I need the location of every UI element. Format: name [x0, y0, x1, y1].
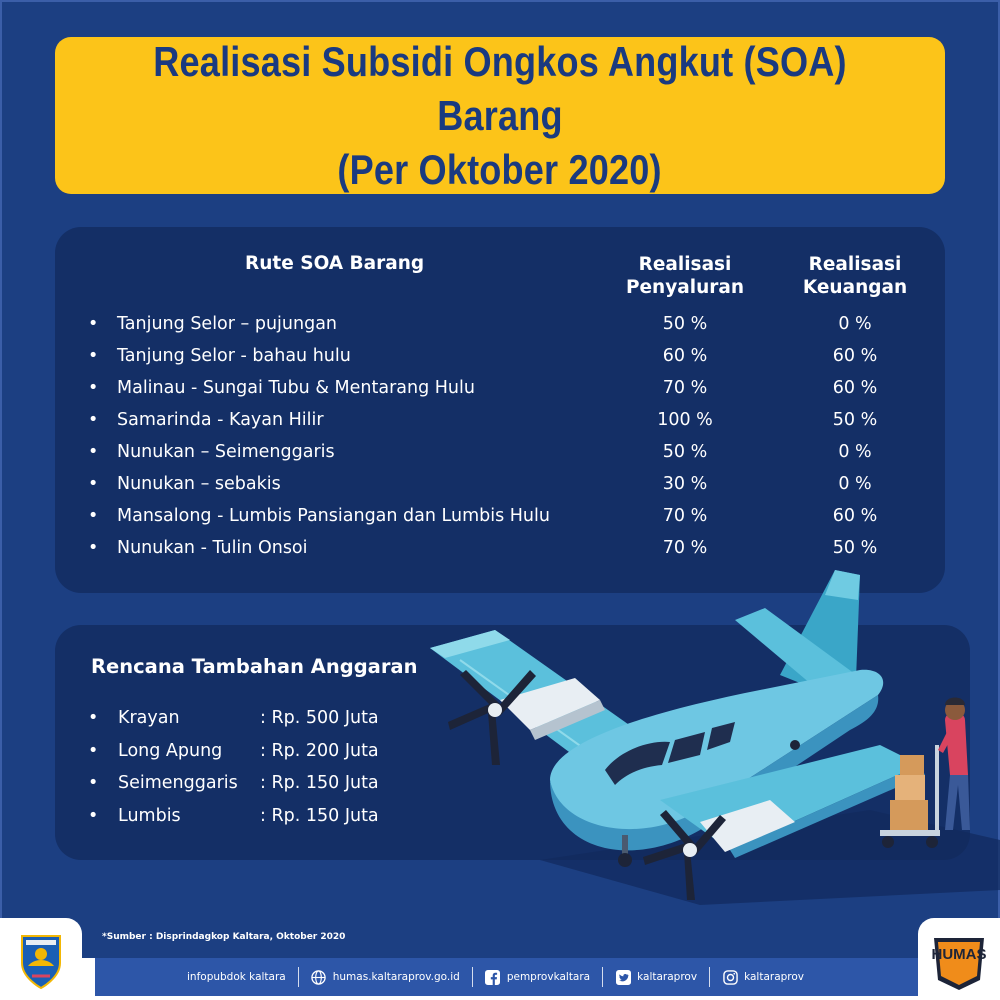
bullet: •: [88, 346, 99, 366]
budget-item-name: Lumbis: [118, 805, 181, 826]
penyaluran-value: 70 %: [662, 506, 708, 526]
routes-panel: [55, 227, 945, 593]
budget-item-amount: : Rp. 200 Juta: [260, 740, 379, 761]
keuangan-value: 60 %: [832, 346, 878, 366]
route-name: Malinau - Sungai Tubu & Mentarang Hulu: [117, 378, 475, 398]
airplane-illustration: [400, 560, 1000, 940]
routes-table-header: [55, 249, 945, 299]
penyaluran-value: 70 %: [662, 538, 708, 558]
footer-website-text: humas.kaltaraprov.go.id: [332, 971, 460, 983]
source-note: *Sumber : Disprindagkop Kaltara, Oktober 2020: [102, 932, 346, 942]
bullet: •: [88, 506, 99, 526]
globe-icon: [311, 969, 327, 985]
budget-item-name: Krayan: [118, 708, 180, 728]
header-penyaluran-line1: Realisasi: [638, 254, 732, 275]
budget-item-name: Seimenggaris: [118, 773, 238, 793]
table-row: [55, 309, 945, 341]
footer-bar: [95, 958, 925, 996]
penyaluran-value: 70 %: [662, 378, 708, 398]
bullet: •: [88, 442, 99, 462]
bullet: •: [88, 708, 99, 728]
title-banner: [55, 37, 945, 194]
budget-item-amount: : Rp. 150 Juta: [260, 773, 379, 793]
route-name: Nunukan – Seimenggaris: [117, 442, 335, 462]
keuangan-value: 60 %: [832, 378, 878, 398]
budget-title: Rencana Tambahan Anggaran: [91, 655, 418, 678]
penyaluran-value: 50 %: [662, 442, 708, 462]
keuangan-value: 0 %: [838, 474, 872, 494]
page-title-line2: (Per Oktober 2020): [337, 145, 663, 193]
header-keuangan-line1: Realisasi: [808, 254, 902, 275]
province-emblem-logo: [0, 918, 82, 1000]
bullet: •: [88, 410, 99, 430]
table-row: [55, 373, 945, 405]
header-penyaluran: [600, 253, 770, 299]
table-row: [55, 437, 945, 469]
penyaluran-value: 100 %: [657, 410, 713, 430]
footer-separator: [298, 967, 299, 987]
keuangan-value: 50 %: [832, 538, 878, 558]
humas-logo: [918, 918, 1000, 1000]
penyaluran-value: 50 %: [662, 314, 708, 334]
table-row: [55, 501, 945, 533]
table-row: [55, 469, 945, 501]
footer-facebook-link[interactable]: [485, 969, 590, 985]
bullet: •: [88, 773, 99, 793]
budget-item-amount: : Rp. 500 Juta: [260, 708, 379, 728]
footer-label: infopubdok kaltara: [187, 971, 286, 983]
facebook-icon: [485, 969, 501, 985]
keuangan-value: 50 %: [832, 410, 878, 430]
shield-icon: [0, 918, 82, 1000]
footer-instagram-text: kaltaraprov: [744, 971, 805, 983]
keuangan-value: 0 %: [838, 442, 872, 462]
keuangan-value: 60 %: [832, 506, 878, 526]
bullet: •: [88, 314, 99, 334]
budget-item-name: Long Apung: [118, 740, 223, 761]
header-route: Rute SOA Barang: [245, 253, 425, 274]
footer-twitter-text: kaltaraprov: [637, 971, 698, 983]
route-name: Mansalong - Lumbis Pansiangan dan Lumbis Hulu: [117, 506, 550, 526]
route-name: Nunukan - Tulin Onsoi: [117, 538, 308, 558]
footer-separator: [709, 967, 710, 987]
route-name: Tanjung Selor – pujungan: [117, 314, 338, 334]
bullet: •: [88, 474, 99, 494]
footer-twitter-link[interactable]: [615, 969, 697, 985]
instagram-icon: [722, 969, 738, 985]
keuangan-value: 0 %: [838, 314, 872, 334]
header-penyaluran-line2: Penyaluran: [625, 277, 745, 298]
footer-separator: [602, 967, 603, 987]
footer-separator: [472, 967, 473, 987]
footer-instagram-link[interactable]: [722, 969, 804, 985]
route-name: Samarinda - Kayan Hilir: [117, 410, 324, 430]
route-name: Nunukan – sebakis: [117, 474, 281, 494]
twitter-icon: [615, 969, 631, 985]
penyaluran-value: 60 %: [662, 346, 708, 366]
footer-website-link[interactable]: [311, 969, 460, 985]
bullet: •: [88, 538, 99, 558]
route-name: Tanjung Selor - bahau hulu: [117, 346, 351, 366]
penyaluran-value: 30 %: [662, 474, 708, 494]
footer-facebook-text: pemprovkaltara: [506, 971, 591, 983]
humas-logo-text: HUMAS: [931, 946, 987, 963]
bullet: •: [88, 740, 99, 761]
budget-item-amount: : Rp. 150 Juta: [260, 805, 379, 826]
table-row: [55, 341, 945, 373]
header-keuangan: [770, 253, 940, 299]
page-title-line1: Realisasi Subsidi Ongkos Angkut (SOA) Barang: [153, 37, 847, 139]
bullet: •: [88, 378, 99, 398]
table-row: [55, 405, 945, 437]
route-list: [55, 309, 945, 565]
header-keuangan-line2: Keuangan: [802, 277, 908, 298]
bullet: •: [88, 805, 99, 826]
